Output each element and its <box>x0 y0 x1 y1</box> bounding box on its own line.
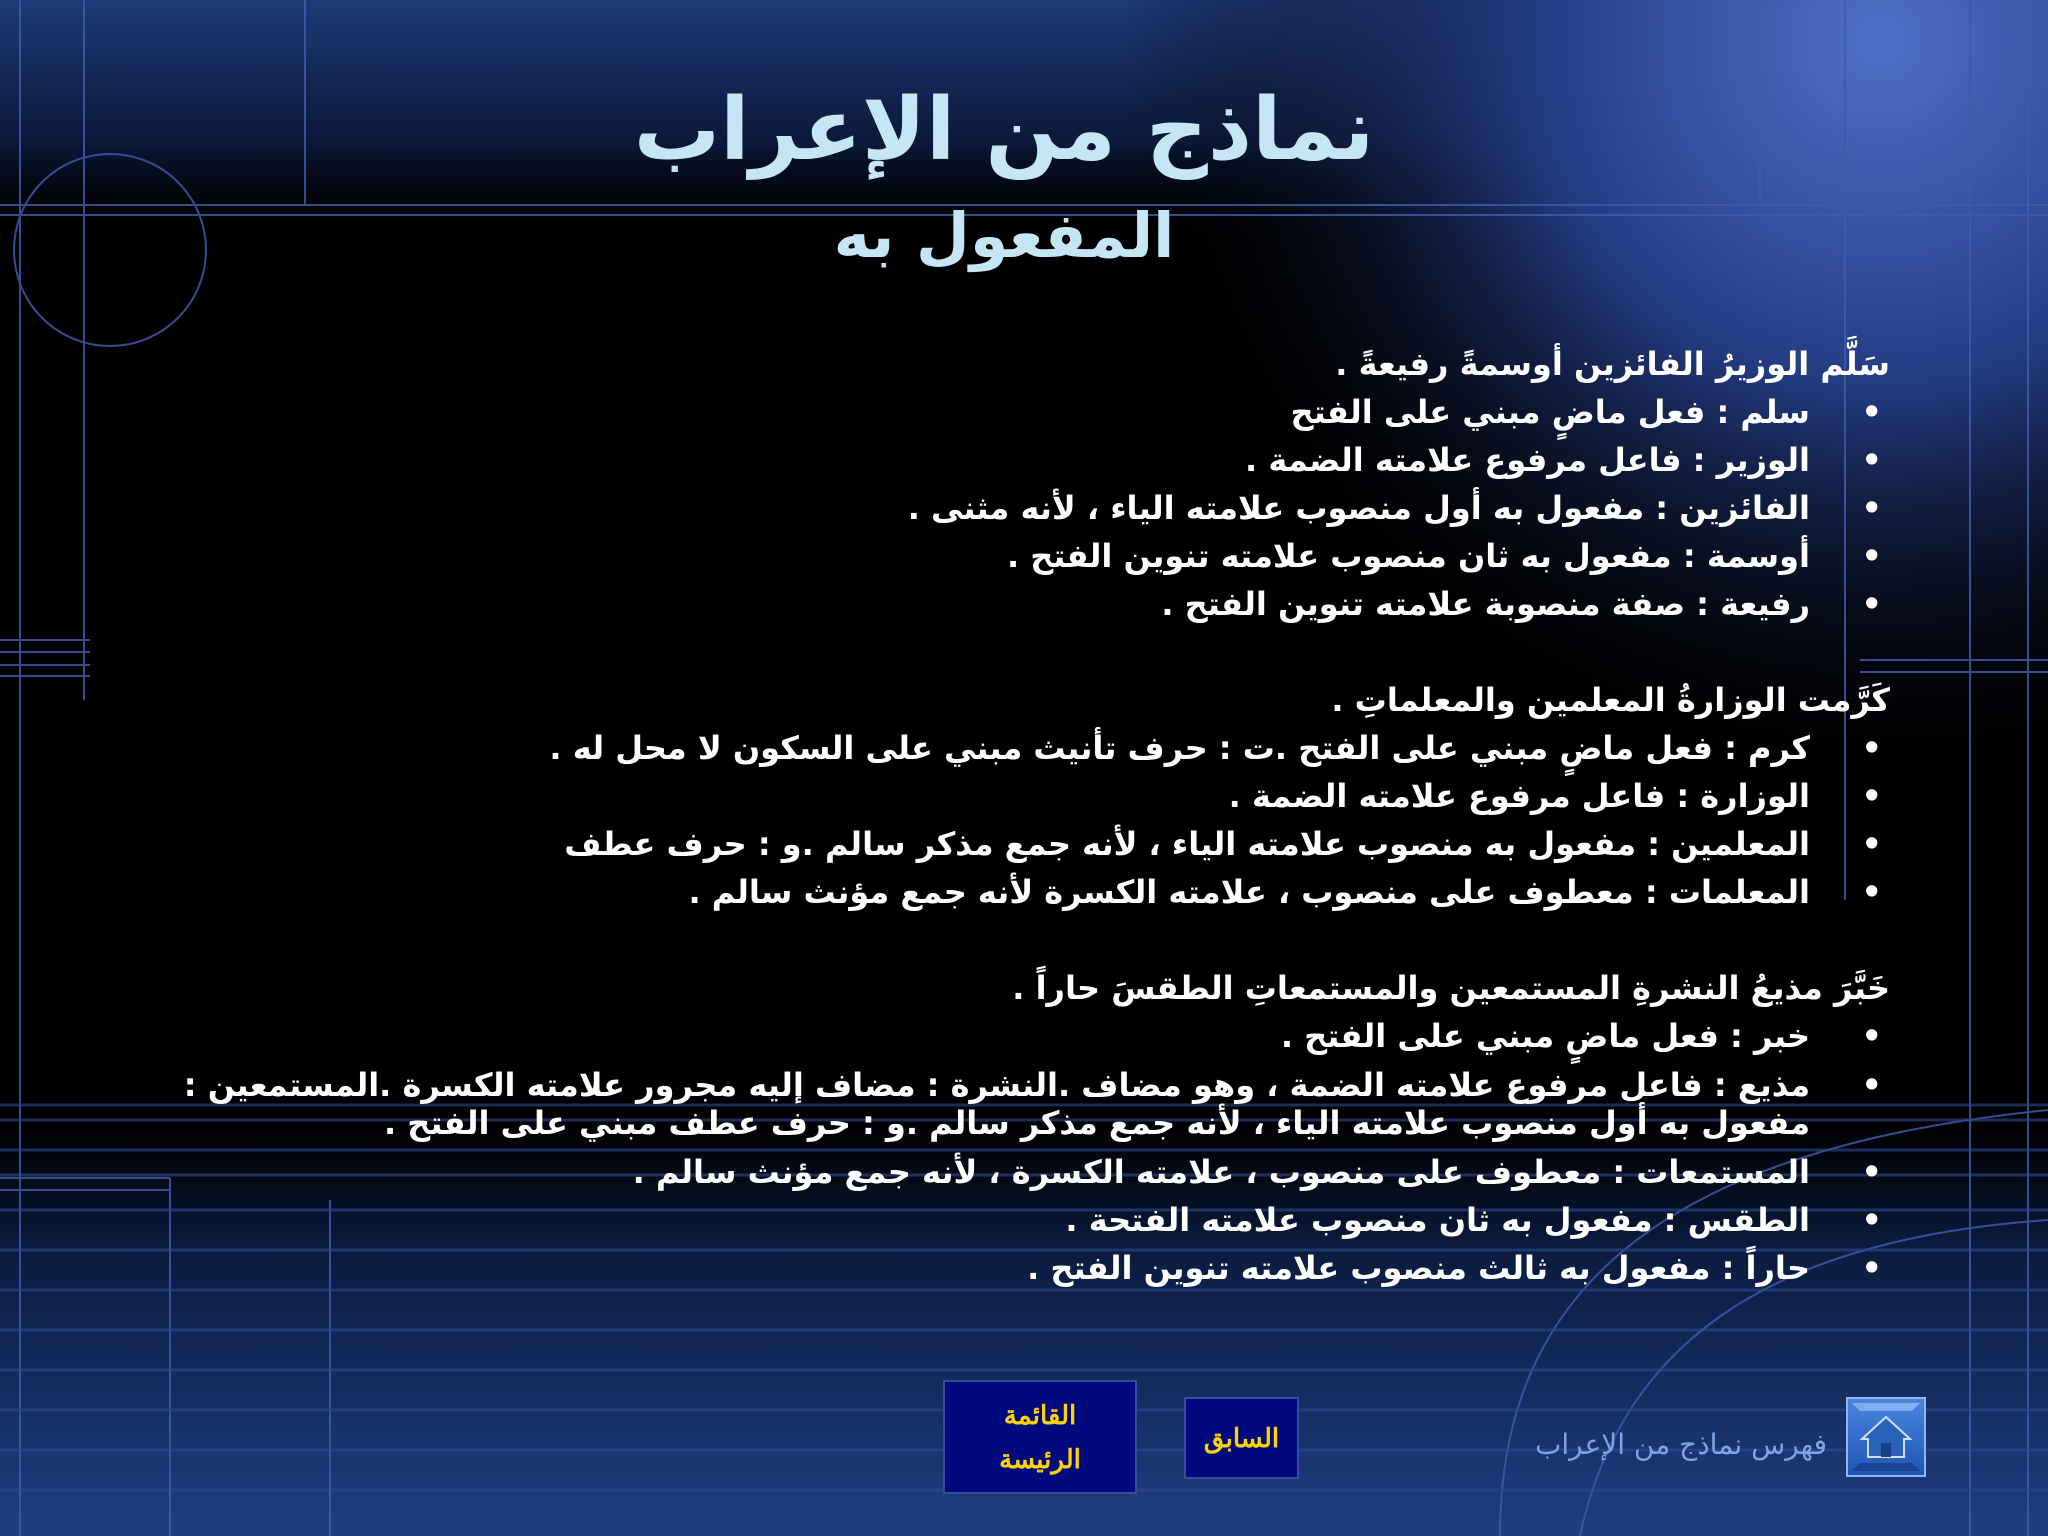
previous-label: السابق <box>1203 1422 1280 1453</box>
slide-subtitle: المفعول به <box>833 199 1175 272</box>
slide-title: نماذج من الإعراب <box>633 80 1375 180</box>
list-item: • حاراً : مفعول به ثالث منصوب علامته تنوين الفتح . <box>170 1244 1890 1292</box>
example-sentence: خَبَّرَ مذيعُ النشرةِ المستمعين والمستمعاتِ الطقسَ حاراً . <box>1012 969 1890 1007</box>
example-group-3 <box>170 964 1890 1292</box>
example-group-1 <box>170 340 1890 628</box>
list-item: • سلم : فعل ماضٍ مبني على الفتح <box>170 388 1890 436</box>
main-menu-button[interactable] <box>943 1380 1137 1494</box>
list-item: • مذيع : فاعل مرفوع علامته الضمة ، وهو مضاف .النشرة : مضاف إليه مجرور علامته الكسرة .المستمعين : مفعول به أول منصوب علامته الياء ، لأنه جمع مذكر سالم .و : حرف عطف مبني على الفتح . <box>170 1066 1890 1142</box>
list-item: • أوسمة : مفعول به ثان منصوب علامته تنوين الفتح . <box>170 532 1890 580</box>
list-item: • المستمعات : معطوف على منصوب ، علامته الكسرة ، لأنه جمع مؤنث سالم . <box>170 1148 1890 1196</box>
list-item: • الوزير : فاعل مرفوع علامته الضمة . <box>170 436 1890 484</box>
example-group-2 <box>170 676 1890 916</box>
list-item: • المعلمات : معطوف على منصوب ، علامته الكسرة لأنه جمع مؤنث سالم . <box>170 868 1890 916</box>
example-sentence: كَرَّمت الوزارةُ المعلمين والمعلماتِ . <box>1331 681 1890 719</box>
parsing-list <box>170 388 1890 628</box>
example-sentence: سَلَّم الوزيرُ الفائزين أوسمةً رفيعةً . <box>1335 345 1890 383</box>
list-item: • الوزارة : فاعل مرفوع علامته الضمة . <box>170 772 1890 820</box>
list-item: • الطقس : مفعول به ثان منصوب علامته الفتحة . <box>170 1196 1890 1244</box>
list-item: • كرم : فعل ماضٍ مبني على الفتح .ت : حرف تأنيث مبني على السكون لا محل له . <box>170 724 1890 772</box>
main-menu-label <box>999 1393 1081 1481</box>
index-link[interactable]: فهرس نماذج من الإعراب <box>1534 1428 1827 1461</box>
parsing-list <box>170 724 1890 916</box>
list-item: • الفائزين : مفعول به أول منصوب علامته الياء ، لأنه مثنى . <box>170 484 1890 532</box>
parsing-list <box>170 1012 1890 1292</box>
list-item: • المعلمين : مفعول به منصوب علامته الياء ، لأنه جمع مذكر سالم .و : حرف عطف <box>170 820 1890 868</box>
list-item: • رفيعة : صفة منصوبة علامته تنوين الفتح . <box>170 580 1890 628</box>
main-menu-label-line2: الرئيسة <box>999 1444 1081 1474</box>
analysis-content <box>170 340 1890 1340</box>
list-item: • خبر : فعل ماضٍ مبني على الفتح . <box>170 1012 1890 1060</box>
home-button[interactable] <box>1846 1397 1926 1477</box>
previous-button[interactable] <box>1184 1397 1299 1479</box>
main-menu-label-line1: القائمة <box>1003 1400 1077 1430</box>
